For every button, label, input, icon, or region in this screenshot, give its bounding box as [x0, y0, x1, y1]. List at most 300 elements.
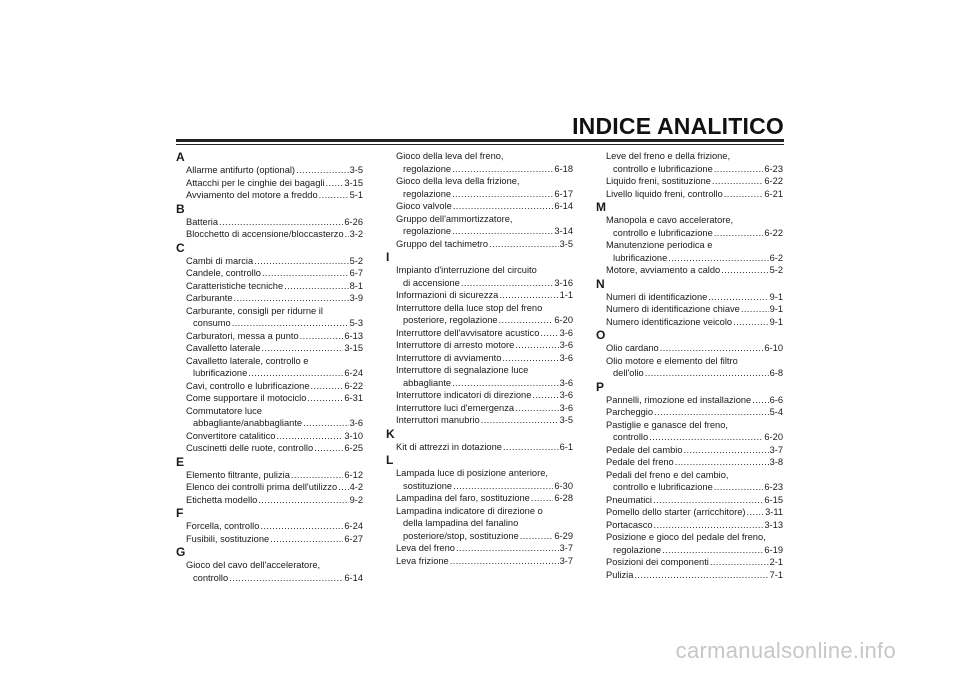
index-entry-text: Convertitore catalitico: [186, 430, 276, 441]
index-entry-page: 3-6: [559, 352, 573, 363]
index-entry-text: controllo: [613, 432, 649, 442]
index-entry: [596, 544, 783, 557]
index-entry-page: 9-2: [349, 494, 363, 505]
index-entry-text: Numero di identificazione chiave: [606, 304, 740, 314]
dot-leader: [502, 352, 558, 365]
dot-leader: [724, 188, 764, 201]
dot-leader: [452, 163, 553, 176]
index-entry-text: Pannelli, rimozione ed installazione: [606, 394, 752, 405]
index-letter-heading: C: [176, 240, 185, 255]
index-entry-page: 6-22: [764, 176, 783, 186]
dot-leader: [503, 441, 559, 454]
index-entry-text: Lampadina del faro, sostituzione: [396, 493, 530, 503]
index-entry-page: 6-6: [769, 394, 783, 405]
dot-leader: [456, 542, 559, 555]
watermark: carmanualsonline.info: [675, 638, 896, 663]
index-entry-text: Pedale del freno: [606, 457, 674, 467]
index-entry: [176, 481, 363, 494]
index-entry-text: di accensione: [403, 277, 460, 288]
index-entry: [596, 569, 783, 582]
index-entry-page: 6-27: [344, 533, 363, 544]
index-entry-text: regolazione: [403, 163, 452, 174]
index-entry-text: Carburatori, messa a punto: [186, 330, 299, 341]
index-entry-text: posteriore, regolazione: [403, 315, 498, 325]
index-entry-page: 6-23: [764, 163, 783, 174]
index-entry-page: 6-25: [344, 443, 363, 453]
dot-leader: [481, 414, 559, 427]
dot-leader: [747, 506, 765, 519]
index-entry-page: 3-11: [765, 507, 783, 517]
dot-leader: [515, 402, 559, 415]
index-entry: [176, 255, 363, 268]
index-entry-text: Gruppo dell'ammortizzatore,: [396, 213, 513, 224]
index-entry-text: Gioco del cavo dell'acceleratore,: [186, 560, 321, 570]
index-entry-text: abbagliante/anabbagliante: [193, 418, 303, 428]
index-entry: [386, 289, 573, 302]
index-entry-page: 6-29: [554, 530, 573, 541]
index-entry-page: 6-21: [764, 188, 783, 199]
index-entry: [596, 444, 783, 457]
index-entry: [386, 542, 573, 555]
header-rule-thin: [176, 144, 784, 145]
index-entry: [596, 481, 783, 494]
index-entry-page: 6-15: [764, 494, 783, 505]
index-entry-page: 3-7: [559, 543, 573, 553]
index-entry: [596, 316, 783, 329]
index-entry-text: Candele, controllo: [186, 268, 261, 278]
index-letter-heading: M: [596, 200, 606, 214]
index-entry-text: Leve del freno e della frizione,: [606, 151, 731, 161]
dot-leader: [307, 392, 343, 405]
index-entry-text: Avviamento del motore a freddo: [186, 190, 318, 200]
dot-leader: [261, 342, 343, 355]
index-entry-text: Batteria: [186, 216, 219, 227]
index-letter-heading: B: [176, 201, 185, 216]
index-entry-page: 6-31: [344, 393, 363, 403]
index-entry-text: Gruppo del tachimetro: [396, 238, 488, 249]
index-entry-page: 3-9: [349, 293, 363, 303]
dot-leader: [450, 555, 559, 568]
index-entry-text: Parcheggio: [606, 407, 654, 417]
index-entry-text: Livello liquido freni, controllo: [606, 188, 723, 199]
index-entry-text: Elenco dei controlli prima dell'utilizzo: [186, 482, 338, 492]
dot-leader: [710, 556, 769, 569]
dot-leader: [234, 292, 349, 305]
index-entry: [596, 264, 783, 277]
index-entry: [176, 430, 363, 443]
index-entry: [176, 572, 363, 585]
index-entry-text: Cavalletto laterale, controllo e: [186, 355, 309, 366]
index-entry-text: Attacchi per le cinghie dei bagagli: [186, 177, 325, 188]
index-entry-page: 6-22: [764, 227, 783, 238]
index-entry-text: Allarme antifurto (optional): [186, 165, 296, 175]
dot-leader: [499, 289, 558, 302]
dot-leader: [668, 252, 768, 265]
dot-leader: [314, 442, 343, 455]
index-entry-page: 3-6: [559, 327, 573, 338]
index-entry: [176, 164, 363, 177]
index-entry: [596, 367, 783, 380]
dot-leader: [654, 519, 764, 532]
index-entry-page: 3-8: [769, 457, 783, 467]
index-entry-page: 6-20: [764, 432, 783, 442]
index-entry-text: Informazioni di sicurezza: [396, 290, 499, 300]
index-entry: [176, 533, 363, 546]
index-entry-text: Posizioni dei componenti: [606, 557, 709, 567]
index-entry-page: 3-2: [349, 229, 363, 239]
index-entry-page: 3-6: [559, 402, 573, 413]
index-entry-page: 9-1: [769, 316, 783, 327]
index-entry-page: 3-13: [764, 519, 783, 530]
index-entry: [386, 339, 573, 352]
index-entry-text: Commutatore luce: [186, 405, 262, 416]
index-entry: [596, 303, 783, 316]
dot-leader: [270, 533, 343, 546]
index-entry: [176, 267, 363, 280]
index-entry-page: 9-1: [769, 304, 783, 314]
index-entry-text: Interruttore dell'avvisatore acustico: [396, 327, 540, 338]
index-entry-text: lubrificazione: [193, 368, 248, 378]
dot-leader: [520, 530, 554, 543]
index-entry-text: posteriore/stop, sostituzione: [403, 530, 519, 541]
dot-leader: [712, 175, 763, 188]
index-entry: [176, 342, 363, 355]
dot-leader: [296, 164, 349, 177]
index-entry-text: Interruttore della luce stop del freno: [396, 302, 543, 313]
index-entry-text: della lampadina del fanalino: [403, 518, 519, 528]
index-entry: [386, 163, 573, 176]
index-entry-text: controllo: [193, 572, 229, 583]
dot-leader: [248, 367, 343, 380]
dot-leader: [532, 389, 558, 402]
index-entry-text: Fusibili, sostituzione: [186, 533, 270, 544]
index-entry: [176, 292, 363, 305]
index-entry: [596, 291, 783, 304]
index-entry-page: 9-1: [769, 291, 783, 302]
dot-leader: [291, 469, 344, 482]
index-entry: [386, 402, 573, 415]
index-entry: [386, 352, 573, 365]
index-entry-text: Pedali del freno e del cambio,: [606, 469, 729, 480]
index-entry-page: 5-3: [349, 318, 363, 328]
index-entry-page: 3-6: [559, 377, 573, 388]
dot-leader: [219, 216, 343, 229]
index-entry-text: consumo: [193, 318, 231, 328]
index-entry-page: 3-7: [559, 555, 573, 566]
index-entry-page: 3-7: [769, 444, 783, 455]
index-entry-page: 3-15: [344, 343, 363, 353]
index-entry-text: Interruttori manubrio: [396, 415, 480, 425]
dot-leader: [654, 406, 769, 419]
dot-leader: [453, 480, 553, 493]
dot-leader: [721, 264, 768, 277]
index-entry-page: 6-24: [344, 521, 363, 531]
index-entry-text: dell'olio: [613, 368, 644, 378]
index-entry: [596, 342, 783, 355]
dot-leader: [675, 456, 769, 469]
dot-leader: [254, 255, 348, 268]
dot-leader: [684, 444, 769, 457]
index-letter-heading: O: [596, 328, 606, 342]
index-entry-page: 6-12: [344, 469, 363, 480]
index-entry: [596, 163, 783, 176]
index-entry-page: 3-6: [349, 418, 363, 428]
index-letter-heading: K: [386, 426, 395, 441]
index-entry-page: 6-8: [769, 368, 783, 378]
index-entry-page: 6-23: [764, 482, 783, 492]
index-column-1: [176, 150, 363, 584]
index-entry-text: Pulizia: [606, 569, 634, 580]
index-entry-page: 6-1: [559, 441, 573, 452]
dot-leader: [752, 394, 768, 407]
index-entry-text: Gioco valvole: [396, 201, 452, 211]
dot-leader: [741, 303, 769, 316]
index-entry-page: 6-24: [344, 368, 363, 378]
index-entry: [176, 216, 363, 229]
index-entry-page: 6-22: [344, 380, 363, 391]
index-entry-text: Olio motore e elemento del filtro: [606, 355, 738, 366]
index-letter-heading: A: [176, 150, 185, 164]
index-entry-page: 6-19: [764, 544, 783, 555]
index-entry-text: regolazione: [403, 188, 452, 199]
index-entry-text: Cavi, controllo e lubrificazione: [186, 380, 310, 391]
dot-leader: [345, 228, 349, 241]
header-rule-thick: [176, 139, 784, 142]
index-entry: [176, 380, 363, 393]
index-entry-text: Numero identificazione veicolo: [606, 316, 733, 327]
dot-leader: [262, 267, 349, 280]
index-column-3: [596, 150, 783, 581]
index-entry-text: Gioco della leva del freno,: [396, 151, 504, 161]
index-entry-text: Kit di attrezzi in dotazione: [396, 441, 502, 452]
index-column-2: [386, 150, 573, 567]
dot-leader: [714, 481, 764, 494]
page-title: INDICE ANALITICO: [572, 113, 784, 139]
index-entry-text: Posizione e gioco del pedale del freno,: [606, 532, 766, 542]
index-entry-page: 6-18: [554, 163, 573, 174]
index-entry-page: 6-14: [344, 572, 363, 583]
index-entry-page: 3-5: [349, 165, 363, 175]
index-entry: [176, 494, 363, 507]
index-entry: [176, 367, 363, 380]
index-entry-text: Lampadina indicatore di direzione o: [396, 505, 543, 516]
index-entry: [176, 317, 363, 330]
index-entry: [596, 506, 783, 519]
index-entry-page: 5-1: [349, 190, 363, 200]
index-entry: [386, 327, 573, 340]
index-entry-text: controllo e lubrificazione: [613, 482, 713, 492]
index-entry-page: 5-4: [769, 407, 783, 417]
index-entry-text: Cuscinetti delle ruote, controllo: [186, 443, 314, 453]
dot-leader: [232, 317, 349, 330]
index-entry-page: 6-2: [769, 252, 783, 263]
dot-leader: [540, 327, 558, 340]
dot-leader: [276, 430, 343, 443]
index-entry: [386, 188, 573, 201]
dot-leader: [452, 377, 558, 390]
index-entry: [386, 389, 573, 402]
dot-leader: [645, 367, 769, 380]
dot-leader: [338, 481, 348, 494]
index-entry: [596, 519, 783, 532]
index-entry-text: Carburante: [186, 293, 233, 303]
index-entry-page: 3-16: [554, 277, 573, 288]
index-entry: [176, 330, 363, 343]
index-entry-text: Lampada luce di posizione anteriore,: [396, 468, 548, 478]
dot-leader: [453, 200, 554, 213]
index-entry-text: Gioco della leva della frizione,: [396, 176, 520, 186]
index-entry-text: Interruttore di arresto motore: [396, 340, 515, 350]
index-entry-text: Interruttore indicatori di direzione: [396, 390, 532, 400]
index-entry: [596, 252, 783, 265]
index-entry: [176, 228, 363, 241]
index-entry-text: Cavalletto laterale: [186, 343, 261, 353]
index-entry-text: regolazione: [613, 544, 662, 555]
dot-leader: [452, 225, 553, 238]
dot-leader: [714, 227, 764, 240]
index-entry-text: lubrificazione: [613, 252, 668, 263]
index-letter-heading: N: [596, 276, 605, 291]
index-entry: [176, 469, 363, 482]
index-entry-text: regolazione: [403, 226, 452, 236]
index-entry: [386, 377, 573, 390]
index-entry-page: 6-13: [344, 330, 363, 341]
index-entry-page: 6-26: [344, 216, 363, 227]
index-entry-page: 8-1: [349, 280, 363, 291]
dot-leader: [531, 492, 554, 505]
index-entry-text: Caratteristiche tecniche: [186, 280, 284, 291]
index-entry-text: Pastiglie e ganasce del freno,: [606, 419, 728, 430]
index-entry-page: 6-20: [554, 315, 573, 325]
index-entry-page: 3-10: [344, 430, 363, 441]
index-entry-text: sostituzione: [403, 480, 453, 491]
index-entry-page: 3-5: [559, 238, 573, 249]
index-entry-page: 3-6: [559, 340, 573, 350]
index-entry: [596, 394, 783, 407]
index-entry: [596, 494, 783, 507]
index-entry-text: Leva del freno: [396, 543, 455, 553]
index-entry: [176, 520, 363, 533]
index-entry-text: Interruttore di avviamento: [396, 352, 502, 363]
index-entry: [176, 442, 363, 455]
dot-leader: [634, 569, 768, 582]
index-entry: [386, 238, 573, 251]
index-entry-text: Blocchetto di accensione/bloccasterzo: [186, 229, 344, 239]
dot-leader: [326, 177, 344, 190]
index-entry-page: 5-2: [349, 255, 363, 266]
index-entry-page: 1-1: [559, 290, 573, 300]
dot-leader: [303, 417, 348, 430]
index-entry-text: Interruttore di segnalazione luce: [396, 365, 529, 375]
index-entry: [596, 175, 783, 188]
index-letter-heading: E: [176, 454, 185, 469]
index-entry-text: Numeri di identificazione: [606, 291, 708, 302]
dot-leader: [649, 431, 763, 444]
index-entry: [176, 392, 363, 405]
index-entry-text: Leva frizione: [396, 555, 449, 566]
index-entry: [386, 555, 573, 568]
dot-leader: [300, 330, 344, 343]
index-entry-page: 6-10: [764, 343, 783, 353]
index-entry-text: Manopola e cavo acceleratore,: [606, 215, 734, 225]
dot-leader: [258, 494, 348, 507]
index-letter-heading: G: [176, 545, 186, 559]
index-entry-text: Cambi di marcia: [186, 255, 254, 266]
index-entry-page: 3-15: [344, 177, 363, 188]
index-entry-text: Portacasco: [606, 519, 653, 530]
index-entry: [596, 227, 783, 240]
index-letter-heading: P: [596, 379, 605, 394]
index-letter-heading: F: [176, 506, 184, 520]
dot-leader: [515, 339, 558, 352]
index-entry: [176, 177, 363, 190]
dot-leader: [461, 277, 554, 290]
index-entry: [176, 280, 363, 293]
index-entry-text: Pomello dello starter (arricchitore): [606, 507, 746, 517]
dot-leader: [499, 314, 554, 327]
dot-leader: [653, 494, 763, 507]
index-entry: [596, 406, 783, 419]
dot-leader: [311, 380, 344, 393]
index-entry-text: Pneumatici: [606, 494, 652, 505]
index-entry: [596, 188, 783, 201]
index-entry-text: Impianto d'interruzione del circuito: [396, 265, 537, 275]
dot-leader: [662, 544, 763, 557]
index-entry-page: 2-1: [769, 557, 783, 567]
index-entry-text: controllo e lubrificazione: [613, 163, 713, 174]
index-entry-text: Manutenzione periodica e: [606, 240, 713, 250]
index-entry-text: Come supportare il motociclo: [186, 393, 307, 403]
index-entry: [386, 492, 573, 505]
index-entry-page: 6-7: [349, 268, 363, 278]
index-entry-page: 3-6: [559, 390, 573, 400]
dot-leader: [260, 520, 343, 533]
index-entry-text: Olio cardano: [606, 343, 659, 353]
index-entry: [176, 189, 363, 202]
dot-leader: [319, 189, 349, 202]
index-entry: [176, 417, 363, 430]
dot-leader: [452, 188, 553, 201]
index-entry-page: 6-28: [554, 493, 573, 503]
index-entry-text: controllo e lubrificazione: [613, 227, 713, 238]
index-entry-page: 3-14: [554, 226, 573, 236]
index-entry: [386, 441, 573, 454]
dot-leader: [489, 238, 559, 251]
index-entry-text: Forcella, controllo: [186, 521, 260, 531]
index-entry-text: Elemento filtrante, pulizia: [186, 469, 290, 480]
index-entry: [596, 431, 783, 444]
index-entry-text: abbagliante: [403, 377, 452, 388]
index-entry: [386, 314, 573, 327]
index-entry: [386, 225, 573, 238]
index-letter-heading: L: [386, 453, 394, 467]
index-entry-page: 6-30: [554, 480, 573, 491]
index-entry: [386, 414, 573, 427]
dot-leader: [708, 291, 768, 304]
index-entry-text: Pedale del cambio: [606, 444, 683, 455]
index-entry-text: Liquido freni, sostituzione: [606, 176, 711, 186]
index-entry-page: 3-5: [559, 415, 573, 425]
dot-leader: [229, 572, 343, 585]
index-entry: [596, 456, 783, 469]
index-entry: [386, 530, 573, 543]
dot-leader: [714, 163, 764, 176]
index-entry: [386, 277, 573, 290]
index-entry-text: Motore, avviamento a caldo: [606, 265, 721, 275]
dot-leader: [660, 342, 764, 355]
dot-leader: [733, 316, 768, 329]
dot-leader: [284, 280, 348, 293]
